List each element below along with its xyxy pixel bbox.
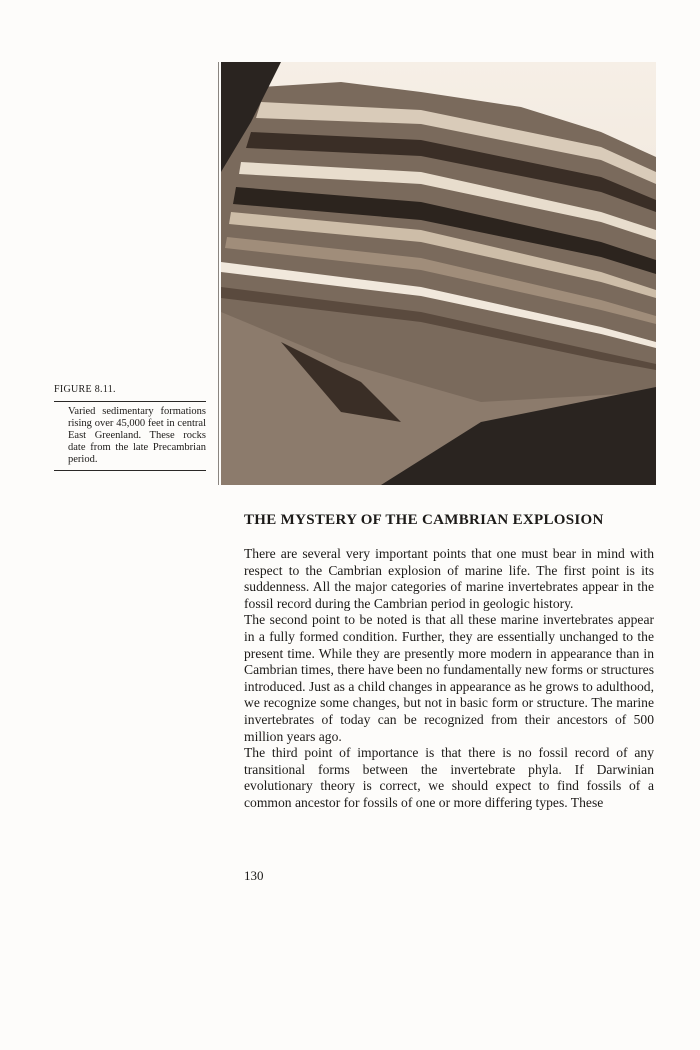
figure-caption-text: Varied sedimentary formations rising over 45,000 feet in central East Greenland. These rocks date from the late Precambrian period. — [68, 406, 206, 465]
figure-frame-line — [218, 62, 219, 485]
sedimentary-cliff-photo — [221, 62, 656, 485]
figure-label: FIGURE 8.11. — [54, 384, 116, 395]
paragraph: There are several very important points that one must bear in mind with respect to the Cambrian explosion of marine life. The first point is its suddenness. All the major categories of marine invertebrates appear in the fossil record during the Cambrian period in geologic history. — [244, 546, 654, 611]
body-text — [244, 546, 654, 812]
page-number: 130 — [244, 868, 264, 883]
caption-bottom-rule — [54, 470, 206, 471]
section-heading: THE MYSTERY OF THE CAMBRIAN EXPLOSION — [244, 512, 604, 528]
paragraph: The third point of importance is that there is no fossil record of any transitional forms between the invertebrate phyla. If Darwinian evolutionary theory is correct, we should expect to find fossils of a common ancestor for fossils of one or more differing types. These — [244, 745, 654, 810]
paragraph: The second point to be noted is that all these marine invertebrates appear in a fully formed condition. Further, they are essentially unchanged to the present time. While they are presently more modern in appearance than in Cambrian times, there have been no fundamentally new forms or structures introduced. Just as a child changes in appearance as he grows to adulthood, we recognize some changes, but not in basic form or structure. The marine invertebrates of today can be recognized from their ancestors of 500 million years ago. — [244, 612, 654, 744]
figure-caption — [54, 384, 206, 471]
